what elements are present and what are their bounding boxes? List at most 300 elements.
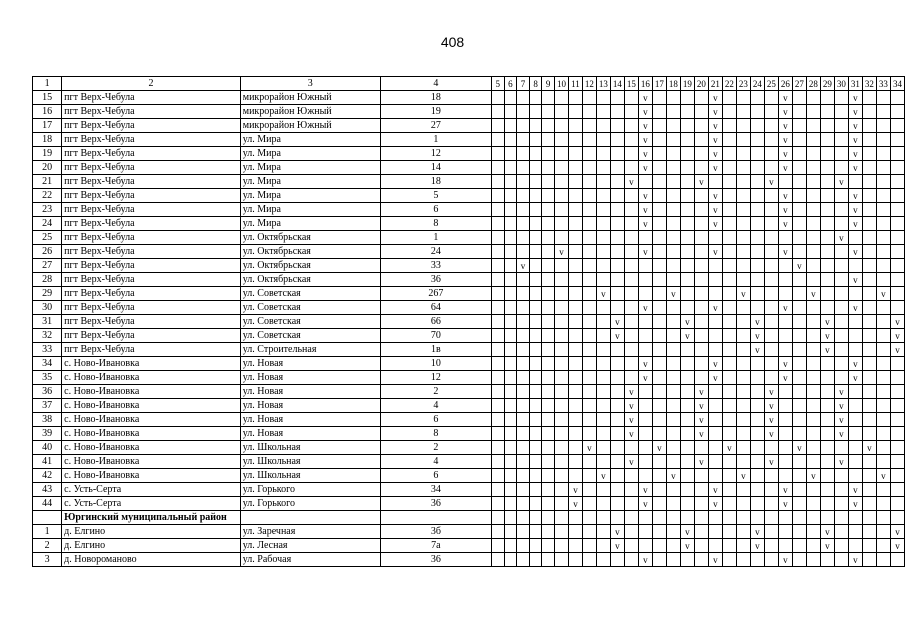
day-cell bbox=[694, 343, 708, 357]
day-mark: v bbox=[848, 371, 862, 385]
table-row bbox=[33, 301, 905, 315]
day-cell bbox=[890, 483, 904, 497]
day-cell bbox=[492, 441, 505, 455]
day-cell bbox=[736, 539, 750, 553]
day-cell bbox=[596, 315, 610, 329]
day-cell bbox=[820, 175, 834, 189]
day-cell bbox=[652, 189, 666, 203]
day-mark: v bbox=[638, 357, 652, 371]
day-cell bbox=[529, 511, 542, 525]
day-cell bbox=[736, 427, 750, 441]
day-cell bbox=[890, 105, 904, 119]
day-cell bbox=[792, 231, 806, 245]
day-cell bbox=[504, 497, 517, 511]
day-cell bbox=[876, 91, 890, 105]
day-cell bbox=[596, 511, 610, 525]
day-cell bbox=[517, 553, 530, 567]
day-cell bbox=[517, 427, 530, 441]
day-cell bbox=[610, 469, 624, 483]
day-cell bbox=[492, 175, 505, 189]
day-cell bbox=[624, 539, 638, 553]
day-cell bbox=[542, 385, 555, 399]
day-cell bbox=[529, 245, 542, 259]
house-number: 1 bbox=[380, 133, 491, 147]
column-header: 17 bbox=[652, 77, 666, 91]
day-cell bbox=[492, 273, 505, 287]
day-cell bbox=[834, 511, 848, 525]
day-cell bbox=[750, 301, 764, 315]
row-number: 1 bbox=[33, 525, 62, 539]
settlement-name: д. Елгино bbox=[62, 539, 241, 553]
day-mark: v bbox=[848, 217, 862, 231]
day-cell bbox=[736, 357, 750, 371]
day-cell bbox=[624, 511, 638, 525]
day-cell bbox=[652, 133, 666, 147]
day-cell bbox=[529, 371, 542, 385]
day-cell bbox=[666, 399, 680, 413]
day-cell bbox=[529, 105, 542, 119]
day-mark: v bbox=[820, 539, 834, 553]
street-name: ул. Мира bbox=[240, 203, 380, 217]
house-cell bbox=[380, 511, 491, 525]
day-cell bbox=[862, 553, 876, 567]
day-cell bbox=[554, 161, 568, 175]
house-number: 18 bbox=[380, 175, 491, 189]
day-cell bbox=[764, 161, 778, 175]
table-row bbox=[33, 539, 905, 553]
day-mark: v bbox=[708, 119, 722, 133]
day-cell bbox=[568, 217, 582, 231]
day-cell bbox=[624, 189, 638, 203]
day-cell bbox=[764, 147, 778, 161]
day-mark: v bbox=[764, 413, 778, 427]
settlement-name: пгт Верх-Чебула bbox=[62, 119, 241, 133]
day-cell bbox=[834, 497, 848, 511]
day-cell bbox=[876, 147, 890, 161]
day-mark: v bbox=[778, 105, 792, 119]
day-cell bbox=[862, 301, 876, 315]
day-cell bbox=[542, 329, 555, 343]
street-name: ул. Мира bbox=[240, 161, 380, 175]
day-cell bbox=[517, 329, 530, 343]
day-cell bbox=[764, 273, 778, 287]
day-mark: v bbox=[848, 147, 862, 161]
day-cell bbox=[504, 161, 517, 175]
day-cell bbox=[890, 455, 904, 469]
day-cell bbox=[529, 483, 542, 497]
day-cell bbox=[862, 287, 876, 301]
day-cell bbox=[848, 525, 862, 539]
day-cell bbox=[529, 175, 542, 189]
settlement-name: пгт Верх-Чебула bbox=[62, 91, 241, 105]
table-row bbox=[33, 273, 905, 287]
day-cell bbox=[638, 175, 652, 189]
day-cell bbox=[492, 259, 505, 273]
day-cell bbox=[504, 469, 517, 483]
day-cell bbox=[764, 539, 778, 553]
day-cell bbox=[638, 469, 652, 483]
day-cell bbox=[542, 525, 555, 539]
day-mark: v bbox=[778, 119, 792, 133]
day-cell bbox=[652, 175, 666, 189]
day-cell bbox=[722, 413, 736, 427]
day-cell bbox=[792, 553, 806, 567]
day-cell bbox=[568, 511, 582, 525]
day-cell bbox=[624, 553, 638, 567]
day-cell bbox=[652, 259, 666, 273]
day-cell bbox=[876, 455, 890, 469]
row-number: 42 bbox=[33, 469, 62, 483]
day-cell bbox=[848, 413, 862, 427]
column-header: 3 bbox=[240, 77, 380, 91]
row-number: 33 bbox=[33, 343, 62, 357]
day-cell bbox=[652, 553, 666, 567]
day-cell bbox=[806, 399, 820, 413]
table-row bbox=[33, 497, 905, 511]
day-cell bbox=[806, 539, 820, 553]
day-cell bbox=[876, 525, 890, 539]
day-cell bbox=[624, 259, 638, 273]
day-cell bbox=[722, 287, 736, 301]
day-cell bbox=[722, 105, 736, 119]
day-mark: v bbox=[666, 287, 680, 301]
day-cell bbox=[890, 189, 904, 203]
day-mark: v bbox=[862, 441, 876, 455]
day-cell bbox=[529, 217, 542, 231]
day-cell bbox=[806, 161, 820, 175]
day-cell bbox=[652, 455, 666, 469]
settlement-name: пгт Верх-Чебула bbox=[62, 287, 241, 301]
day-cell bbox=[542, 105, 555, 119]
day-cell bbox=[694, 259, 708, 273]
column-header: 19 bbox=[680, 77, 694, 91]
day-cell bbox=[554, 119, 568, 133]
day-cell bbox=[876, 259, 890, 273]
day-cell bbox=[582, 161, 596, 175]
day-mark: v bbox=[694, 175, 708, 189]
day-cell bbox=[890, 385, 904, 399]
day-cell bbox=[820, 189, 834, 203]
day-cell bbox=[750, 91, 764, 105]
day-cell bbox=[554, 147, 568, 161]
day-cell bbox=[638, 413, 652, 427]
day-cell bbox=[596, 259, 610, 273]
street-name: ул. Мира bbox=[240, 175, 380, 189]
day-cell bbox=[820, 259, 834, 273]
day-cell bbox=[568, 273, 582, 287]
day-cell bbox=[666, 273, 680, 287]
day-cell bbox=[666, 497, 680, 511]
day-mark: v bbox=[848, 203, 862, 217]
day-cell bbox=[624, 441, 638, 455]
day-cell bbox=[764, 357, 778, 371]
day-cell bbox=[736, 385, 750, 399]
day-cell bbox=[568, 161, 582, 175]
column-header: 34 bbox=[890, 77, 904, 91]
day-cell bbox=[736, 301, 750, 315]
day-cell bbox=[680, 301, 694, 315]
day-cell bbox=[492, 483, 505, 497]
day-cell bbox=[848, 539, 862, 553]
day-cell bbox=[820, 273, 834, 287]
day-cell bbox=[680, 91, 694, 105]
day-cell bbox=[529, 91, 542, 105]
day-cell bbox=[722, 175, 736, 189]
day-cell bbox=[792, 343, 806, 357]
day-cell bbox=[624, 133, 638, 147]
day-cell bbox=[542, 119, 555, 133]
day-mark: v bbox=[778, 91, 792, 105]
row-number: 34 bbox=[33, 357, 62, 371]
day-cell bbox=[806, 441, 820, 455]
table-row bbox=[33, 91, 905, 105]
day-cell bbox=[554, 441, 568, 455]
day-cell bbox=[750, 427, 764, 441]
day-cell bbox=[596, 189, 610, 203]
day-cell bbox=[492, 217, 505, 231]
day-cell bbox=[517, 217, 530, 231]
street-name: ул. Новая bbox=[240, 371, 380, 385]
day-cell bbox=[517, 203, 530, 217]
day-mark: v bbox=[848, 553, 862, 567]
day-mark: v bbox=[638, 203, 652, 217]
day-cell bbox=[764, 203, 778, 217]
day-cell bbox=[568, 385, 582, 399]
day-cell bbox=[834, 245, 848, 259]
day-cell bbox=[722, 511, 736, 525]
day-cell bbox=[652, 357, 666, 371]
day-cell bbox=[504, 147, 517, 161]
day-cell bbox=[792, 287, 806, 301]
day-cell bbox=[582, 175, 596, 189]
day-cell bbox=[529, 553, 542, 567]
house-number: 8 bbox=[380, 427, 491, 441]
day-mark: v bbox=[638, 189, 652, 203]
day-cell bbox=[750, 189, 764, 203]
day-cell bbox=[806, 497, 820, 511]
column-header: 18 bbox=[666, 77, 680, 91]
street-name: ул. Строительная bbox=[240, 343, 380, 357]
day-cell bbox=[806, 273, 820, 287]
day-cell bbox=[680, 511, 694, 525]
table-row bbox=[33, 231, 905, 245]
day-cell bbox=[504, 231, 517, 245]
row-number: 19 bbox=[33, 147, 62, 161]
settlement-name: пгт Верх-Чебула bbox=[62, 133, 241, 147]
day-cell bbox=[820, 105, 834, 119]
day-cell bbox=[529, 259, 542, 273]
day-cell bbox=[666, 315, 680, 329]
day-cell bbox=[792, 525, 806, 539]
day-cell bbox=[582, 399, 596, 413]
day-mark: v bbox=[708, 483, 722, 497]
day-cell bbox=[694, 133, 708, 147]
day-cell bbox=[806, 525, 820, 539]
day-cell bbox=[722, 133, 736, 147]
day-cell bbox=[504, 455, 517, 469]
day-cell bbox=[568, 315, 582, 329]
day-mark: v bbox=[764, 427, 778, 441]
day-cell bbox=[680, 245, 694, 259]
day-cell bbox=[492, 343, 505, 357]
day-cell bbox=[806, 385, 820, 399]
day-cell bbox=[624, 105, 638, 119]
day-cell bbox=[834, 329, 848, 343]
day-cell bbox=[764, 553, 778, 567]
day-cell bbox=[529, 329, 542, 343]
day-cell bbox=[542, 301, 555, 315]
table-row bbox=[33, 441, 905, 455]
day-cell bbox=[517, 469, 530, 483]
day-mark: v bbox=[624, 413, 638, 427]
day-cell bbox=[834, 301, 848, 315]
table-row bbox=[33, 315, 905, 329]
day-cell bbox=[750, 161, 764, 175]
day-cell bbox=[596, 483, 610, 497]
day-cell bbox=[517, 175, 530, 189]
day-cell bbox=[848, 259, 862, 273]
day-mark: v bbox=[610, 315, 624, 329]
day-cell bbox=[666, 203, 680, 217]
day-cell bbox=[694, 119, 708, 133]
day-cell bbox=[610, 231, 624, 245]
day-cell bbox=[582, 539, 596, 553]
day-cell bbox=[764, 511, 778, 525]
row-number: 25 bbox=[33, 231, 62, 245]
day-cell bbox=[504, 357, 517, 371]
day-cell bbox=[694, 553, 708, 567]
day-cell bbox=[568, 203, 582, 217]
day-cell bbox=[529, 343, 542, 357]
day-cell bbox=[778, 539, 792, 553]
day-cell bbox=[848, 469, 862, 483]
day-mark: v bbox=[806, 287, 820, 301]
day-cell bbox=[792, 413, 806, 427]
day-cell bbox=[529, 133, 542, 147]
day-cell bbox=[764, 315, 778, 329]
day-cell bbox=[596, 497, 610, 511]
day-mark: v bbox=[778, 357, 792, 371]
day-cell bbox=[680, 231, 694, 245]
day-cell bbox=[708, 427, 722, 441]
street-name: ул. Советская bbox=[240, 287, 380, 301]
day-cell bbox=[504, 385, 517, 399]
day-cell bbox=[792, 133, 806, 147]
column-header: 31 bbox=[848, 77, 862, 91]
day-cell bbox=[876, 315, 890, 329]
day-cell bbox=[708, 511, 722, 525]
day-cell bbox=[722, 147, 736, 161]
table-row bbox=[33, 147, 905, 161]
day-cell bbox=[736, 189, 750, 203]
column-header: 10 bbox=[554, 77, 568, 91]
house-number: 2 bbox=[380, 441, 491, 455]
day-cell bbox=[542, 287, 555, 301]
day-cell bbox=[806, 357, 820, 371]
day-cell bbox=[862, 455, 876, 469]
day-cell bbox=[554, 287, 568, 301]
day-cell bbox=[834, 161, 848, 175]
day-cell bbox=[568, 553, 582, 567]
day-cell bbox=[568, 301, 582, 315]
day-cell bbox=[736, 105, 750, 119]
table-row bbox=[33, 385, 905, 399]
day-mark: v bbox=[708, 105, 722, 119]
house-number: 1 bbox=[380, 231, 491, 245]
day-cell bbox=[750, 441, 764, 455]
street-name: ул. Новая bbox=[240, 399, 380, 413]
day-cell bbox=[876, 441, 890, 455]
day-mark: v bbox=[666, 469, 680, 483]
street-name: ул. Школьная bbox=[240, 469, 380, 483]
day-cell bbox=[596, 413, 610, 427]
day-cell bbox=[806, 91, 820, 105]
day-cell bbox=[680, 217, 694, 231]
day-cell bbox=[792, 455, 806, 469]
day-cell bbox=[492, 427, 505, 441]
day-mark: v bbox=[764, 175, 778, 189]
day-cell bbox=[504, 329, 517, 343]
day-cell bbox=[876, 553, 890, 567]
day-cell bbox=[708, 441, 722, 455]
day-cell bbox=[778, 455, 792, 469]
day-cell bbox=[624, 483, 638, 497]
day-cell bbox=[542, 427, 555, 441]
day-cell bbox=[517, 483, 530, 497]
day-cell bbox=[652, 161, 666, 175]
day-mark: v bbox=[680, 329, 694, 343]
settlement-name: д. Елгино bbox=[62, 525, 241, 539]
day-cell bbox=[862, 231, 876, 245]
day-cell bbox=[694, 217, 708, 231]
day-mark: v bbox=[624, 175, 638, 189]
day-cell bbox=[492, 371, 505, 385]
day-cell bbox=[834, 189, 848, 203]
day-mark: v bbox=[820, 329, 834, 343]
day-cell bbox=[750, 497, 764, 511]
day-cell bbox=[504, 413, 517, 427]
header-row bbox=[33, 77, 905, 91]
street-name: ул. Новая bbox=[240, 357, 380, 371]
settlement-name: пгт Верх-Чебула bbox=[62, 175, 241, 189]
day-cell bbox=[722, 217, 736, 231]
day-cell bbox=[554, 413, 568, 427]
day-cell bbox=[542, 483, 555, 497]
district-row bbox=[33, 511, 905, 525]
day-cell bbox=[820, 427, 834, 441]
day-cell bbox=[890, 357, 904, 371]
day-cell bbox=[596, 371, 610, 385]
day-cell bbox=[596, 217, 610, 231]
day-cell bbox=[890, 231, 904, 245]
day-cell bbox=[834, 203, 848, 217]
day-cell bbox=[862, 189, 876, 203]
day-cell bbox=[680, 175, 694, 189]
day-cell bbox=[736, 175, 750, 189]
house-number: 267 bbox=[380, 287, 491, 301]
day-mark: v bbox=[638, 91, 652, 105]
day-cell bbox=[554, 539, 568, 553]
day-mark: v bbox=[778, 133, 792, 147]
day-cell bbox=[722, 357, 736, 371]
day-cell bbox=[666, 357, 680, 371]
day-mark: v bbox=[820, 315, 834, 329]
day-mark: v bbox=[694, 399, 708, 413]
day-cell bbox=[666, 245, 680, 259]
day-cell bbox=[848, 455, 862, 469]
day-cell bbox=[736, 119, 750, 133]
day-cell bbox=[666, 91, 680, 105]
